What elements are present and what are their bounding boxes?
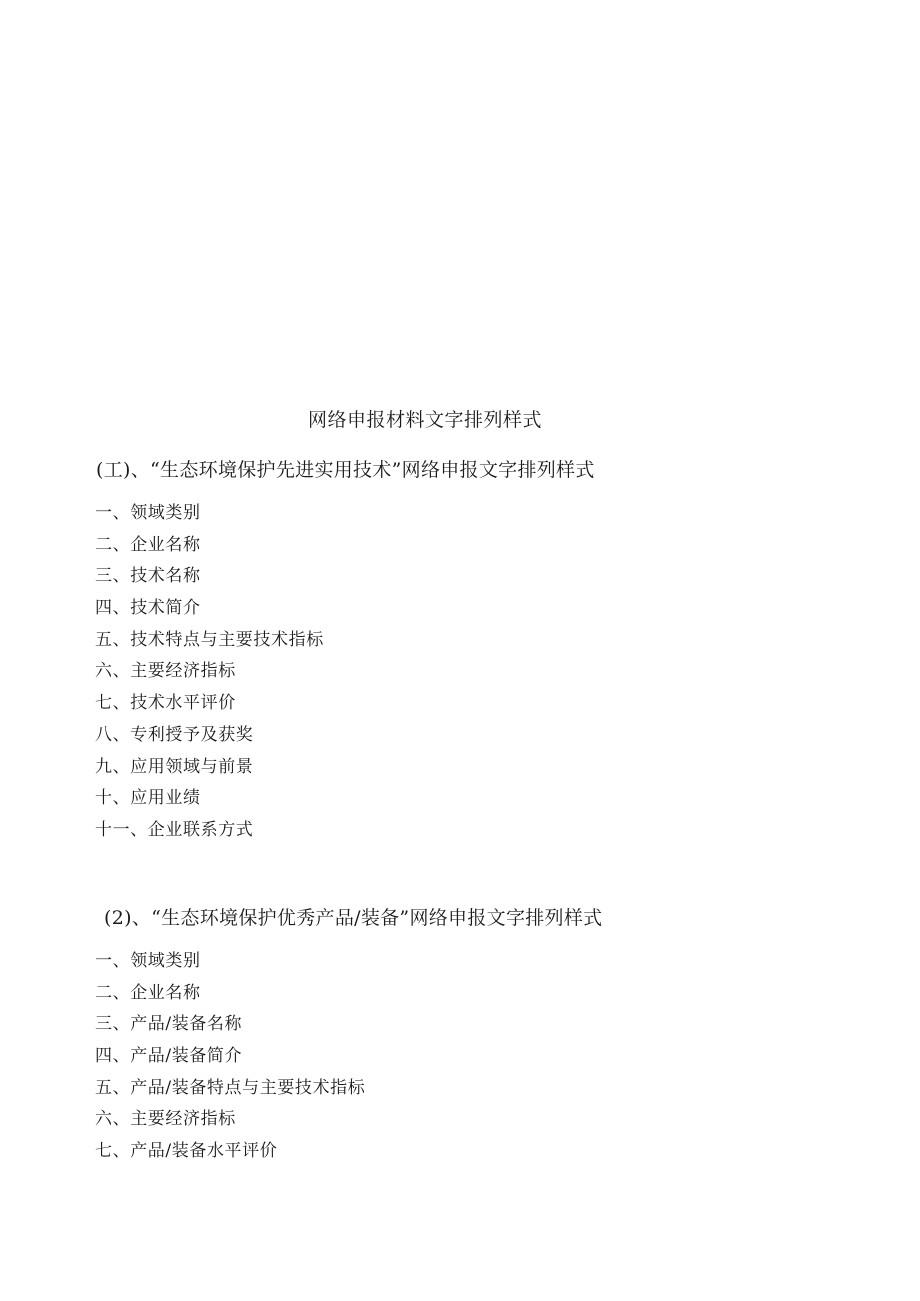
list-item: 八、专利授予及获奖: [95, 724, 254, 745]
list-item: 三、产品/装备名称: [95, 1014, 243, 1035]
list-item: 九、应用领域与前景: [95, 756, 254, 777]
list-item: 七、技术水平评价: [95, 693, 236, 714]
list-item: 五、产品/装备特点与主要技术指标: [95, 1077, 366, 1098]
list-item: 一、领域类别: [95, 503, 201, 523]
list-item: 十一、企业联系方式: [95, 819, 254, 840]
list-item: 四、技术简介: [95, 598, 201, 619]
list-item: 六、主要经济指标: [95, 661, 236, 682]
section-heading-technology: (工)、“生态环境保护先进实用技术”网络申报文字排列样式: [96, 459, 595, 481]
list-item: 一、领域类别: [95, 951, 201, 971]
list-item: 五、技术特点与主要技术指标: [95, 629, 324, 650]
list-item: 七、产品/装备水平评价: [95, 1141, 278, 1162]
list-item: 二、企业名称: [95, 982, 201, 1003]
list-item: 二、企业名称: [95, 534, 201, 555]
section-item-list-technology: [95, 500, 324, 849]
section-item-list-products: [95, 948, 365, 1170]
section-heading-products: (2)、“生态环境保护优秀产品/装备”网络申报文字排列样式: [104, 907, 603, 929]
document-title: 网络申报材料文字排列样式: [307, 409, 542, 431]
list-item: 十、应用业绩: [95, 788, 201, 809]
list-item: 六、主要经济指标: [95, 1109, 236, 1130]
list-item: 四、产品/装备简介: [95, 1046, 243, 1067]
list-item: 三、技术名称: [95, 566, 201, 587]
